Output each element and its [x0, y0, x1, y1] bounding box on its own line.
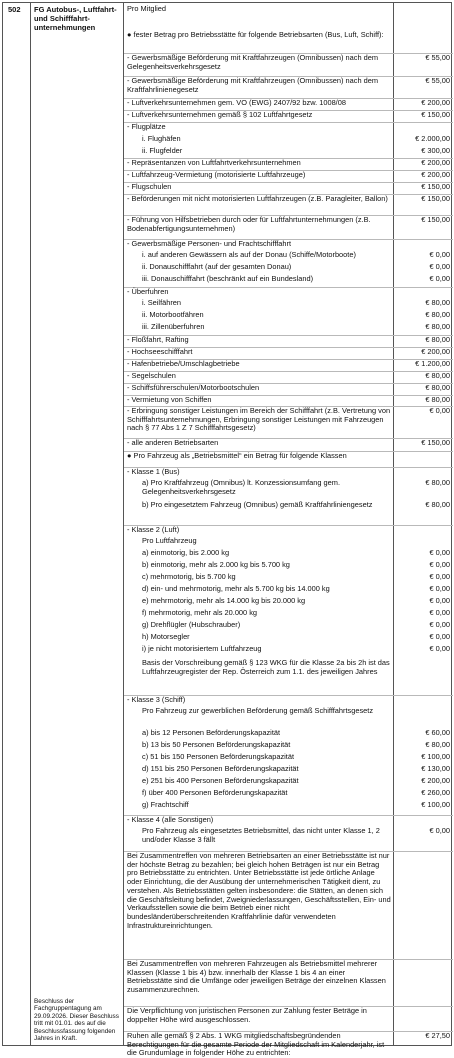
organisation-name: FG Autobus-, Luftfahrt- und Schifffahrt-unternehmungen — [34, 5, 117, 32]
fee-row-label: Basis der Vorschreibung gemäß § 123 WKG für die Klasse 2a bis 2h ist das Luftfahrzeugregister der Rep. Österreich zum 1.1. des jeweiligen Jahres — [142, 658, 390, 676]
fee-row-amount: € 2.000,00 — [415, 134, 450, 143]
fee-row-amount: € 100,00 — [421, 800, 450, 809]
fee-row-amount: € 0,00 — [429, 548, 450, 557]
fee-row-label: - Flugplätze — [127, 122, 166, 131]
fee-row-amount: € 80,00 — [425, 395, 450, 404]
fee-row-amount: € 200,00 — [421, 776, 450, 785]
fee-row-label: - Floßfahrt, Rafting — [127, 335, 189, 344]
fee-row-amount: € 150,00 — [421, 182, 450, 191]
fee-row-label: iii. Donauschifffahrt (beschränkt auf ein Bundesland) — [142, 274, 314, 283]
fee-row-label: - Gewerbsmäßige Personen- und Frachtschifffahrt — [127, 239, 292, 248]
fee-row-amount: € 0,00 — [429, 608, 450, 617]
fee-table — [2, 2, 452, 1058]
entry-number: 502 — [8, 5, 21, 14]
fee-row-label: - Flugschulen — [127, 182, 172, 191]
fee-row-label: - Klasse 4 (alle Sonstigen) — [127, 815, 214, 824]
fee-row-amount: € 80,00 — [425, 298, 450, 307]
fee-row-amount: € 80,00 — [425, 310, 450, 319]
fee-row-amount: € 0,00 — [429, 406, 450, 415]
fee-row-label: - Hochseeschifffahrt — [127, 347, 193, 356]
fee-row-label: c) mehrmotorig, bis 5.700 kg — [142, 572, 236, 581]
fee-row-amount: € 0,00 — [429, 560, 450, 569]
fee-row-amount: € 200,00 — [421, 170, 450, 179]
fee-row-label: - Gewerbsmäßige Beförderung mit Kraftfahrzeugen (Omnibussen) nach dem Kraftfahrlinienegesetz — [127, 76, 378, 94]
fee-row-label: Pro Luftfahrzeug — [142, 536, 197, 545]
fee-row-label: - Klasse 2 (Luft) — [127, 525, 180, 534]
amount-column — [394, 3, 453, 1045]
fee-row-label: - Luftverkehrsunternehmen gem. VO (EWG) 2407/92 bzw. 1008/08 — [127, 98, 346, 107]
fee-row-label: Pro Fahrzeug als eingesetztes Betriebsmittel, das nicht unter Klasse 1, 2 und/oder Klasse 3 fällt — [142, 826, 380, 844]
fee-row-label: - Repräsentanzen von Luftfahrtverkehrsunternehmen — [127, 158, 301, 167]
fee-row-amount: € 150,00 — [421, 194, 450, 203]
fee-row-amount: € 150,00 — [421, 110, 450, 119]
fee-row-label: e) mehrmotorig, mehr als 14.000 kg bis 20.000 kg — [142, 596, 306, 605]
description-column — [124, 3, 450, 1058]
fee-row-label: b) Pro eingesetztem Fahrzeug (Omnibus) gemäß Kraftfahrliniengesetz — [142, 500, 373, 509]
fee-row-amount: € 80,00 — [425, 335, 450, 344]
fee-row-label: ii. Motorbootfähren — [142, 310, 204, 319]
fee-row-amount: € 0,00 — [429, 826, 450, 835]
fee-row-label: a) einmotorig, bis 2.000 kg — [142, 548, 230, 557]
fee-row-label: - Beförderungen mit nicht motorisierten Luftfahrzeugen (z.B. Paragleiter, Ballon) — [127, 194, 388, 203]
fee-row-label: - Führung von Hilfsbetrieben durch oder für Luftfahrtunternehmungen (z.B. Bodenabfertigungsunternehmen) — [127, 215, 371, 233]
fee-row-amount: € 27,50 — [425, 1031, 450, 1040]
fee-row-label: a) bis 12 Personen Beförderungskapazität — [142, 728, 281, 737]
fee-row-label: f) über 400 Personen Beförderungskapazität — [142, 788, 288, 797]
fee-row-amount: € 80,00 — [425, 500, 450, 509]
fee-row-label: i. auf anderen Gewässern als auf der Donau (Schiffe/Motorboote) — [142, 250, 356, 259]
fee-row-amount: € 200,00 — [421, 347, 450, 356]
fee-row-label: ● Pro Fahrzeug als „Betriebsmittel“ ein Betrag für folgende Klassen — [127, 451, 347, 460]
fee-row-amount: € 80,00 — [425, 322, 450, 331]
fee-row-label: c) 51 bis 150 Personen Beförderungskapazität — [142, 752, 295, 761]
fee-row-amount: € 130,00 — [421, 764, 450, 773]
fee-row-amount: € 260,00 — [421, 788, 450, 797]
fee-row-amount: € 0,00 — [429, 584, 450, 593]
fee-row-amount: € 150,00 — [421, 215, 450, 224]
organisation-column — [31, 3, 124, 1045]
fee-row-label: b) 13 bis 50 Personen Beförderungskapazität — [142, 740, 291, 749]
fee-row-amount: € 0,00 — [429, 250, 450, 259]
fee-row-label: - Gewerbsmäßige Beförderung mit Kraftfahrzeugen (Omnibussen) nach dem Gelegenheitsverkehrsgesetz — [127, 53, 378, 71]
fee-row-amount: € 55,00 — [425, 76, 450, 85]
fee-row-label: d) ein- und mehrmotorig, mehr als 5.700 kg bis 14.000 kg — [142, 584, 330, 593]
fee-row-amount: € 80,00 — [425, 383, 450, 392]
fee-row-label: iii. Zillenüberfuhren — [142, 322, 205, 331]
fee-row-label: g) Drehflügler (Hubschrauber) — [142, 620, 241, 629]
fee-row-label: g) Frachtschiff — [142, 800, 189, 809]
fee-row-label: Bei Zusammentreffen von mehreren Betriebsarten an einer Betriebsstätte ist nur der höchste Betrag zu bezahlen; bei gleich hohen Beträgen ist nur ein Betrag pro Betriebsstätte zu entrichten. Unter Betriebsstätte ist jede örtliche Anlage oder Einrichtung, die der Ausübung der unternehmerischen Tätigkeit dient, zu verstehen. Als Betriebsstätten gelten insbesondere: die Stätten, an denen sich die Geschäftsleitung befindet, Zweigniederlassungen, Geschäftsstellen, Ein- und Verkaufsstellen sowie die beim Betrieb einer nicht bundesländerüberschreitenden Kraftfahrlinie dafür verwendeten Infrastruktureinrichtungen. — [127, 851, 391, 930]
fee-row-label: - Überfuhren — [127, 287, 169, 296]
fee-row-label: - alle anderen Betriebsarten — [127, 438, 219, 447]
fee-row-label: ii. Flugfelder — [142, 146, 183, 155]
fee-row-label: - Segelschulen — [127, 371, 176, 380]
fee-row-label: Pro Fahrzeug zur gewerblichen Beförderung gemäß Schifffahrtsgesetz — [142, 706, 374, 715]
fee-row-label: i) je nicht motorisiertem Luftfahrzeug — [142, 644, 262, 653]
fee-row-amount: € 0,00 — [429, 262, 450, 271]
fee-row-label: - Luftverkehrsunternehmen gemäß § 102 Luftfahrtgesetz — [127, 110, 313, 119]
fee-row-amount: € 60,00 — [425, 728, 450, 737]
fee-row-label: Pro Mitglied — [127, 4, 167, 13]
fee-row-label: - Schiffsführerschulen/Motorbootschulen — [127, 383, 260, 392]
fee-row-label: e) 251 bis 400 Personen Beförderungskapazität — [142, 776, 299, 785]
fee-row-amount: € 0,00 — [429, 572, 450, 581]
fee-row-label: ii. Donauschifffahrt (auf der gesamten Donau) — [142, 262, 292, 271]
fee-row-label: ● fester Betrag pro Betriebsstätte für folgende Betriebsarten (Bus, Luft, Schiff): — [127, 30, 384, 39]
fee-row-label: f) mehrmotorig, mehr als 20.000 kg — [142, 608, 258, 617]
fee-row-label: Ruhen alle gemäß § 2 Abs. 1 WKG mitgliedschaftsbegründenden Berechtigungen für die gesamte Periode der Mitgliedschaft im Kalenderjahr, ist die Grundumlage in folgender Höhe zu entrichten: — [127, 1031, 385, 1058]
fee-row-label: - Erbringung sonstiger Leistungen im Bereich der Schifffahrt (z.B. Vertretung von Schifffahrtsunternehmungen, Erbringung sonstiger Leistungen mit Fahrzeugen nach § 77 Abs 1 Z 7 Schifffahrtsgesetz) — [127, 406, 391, 433]
fee-row-amount: € 1.200,00 — [415, 359, 450, 368]
fee-row-amount: € 0,00 — [429, 632, 450, 641]
fee-row-label: Die Verpflichtung von juristischen Personen zur Zahlung fester Beträge in doppelter Höhe wird ausgeschlossen. — [127, 1006, 367, 1024]
fee-row-amount: € 80,00 — [425, 371, 450, 380]
fee-row-label: - Klasse 3 (Schiff) — [127, 695, 186, 704]
fee-row-amount: € 0,00 — [429, 274, 450, 283]
fee-row-label: - Luftfahrzeug-Vermietung (motorisierte Luftfahrzeuge) — [127, 170, 306, 179]
fee-row-amount: € 200,00 — [421, 98, 450, 107]
fee-row-amount: € 200,00 — [421, 158, 450, 167]
fee-row-amount: € 150,00 — [421, 438, 450, 447]
fee-row-label: h) Motorsegler — [142, 632, 190, 641]
fee-row-amount: € 300,00 — [421, 146, 450, 155]
fee-row-label: - Hafenbetriebe/Umschlagbetriebe — [127, 359, 240, 368]
resolution-note: Beschluss der Fachgruppentagung am 29.09.2026. Dieser Beschluss tritt mit 01.01. des auf die Beschlussfassung folgenden Jahres in Kraft. — [34, 997, 119, 1043]
entry-number-column — [3, 3, 31, 1045]
fee-row-amount: € 0,00 — [429, 596, 450, 605]
fee-row-amount: € 0,00 — [429, 644, 450, 653]
fee-row-amount: € 100,00 — [421, 752, 450, 761]
fee-row-label: Bei Zusammentreffen von mehreren Fahrzeugen als Betriebsmittel mehrerer Klassen (Klasse 1 bis 4) bzw. innerhalb der Klasse 1 bis 4 an einer Betriebsstätte sind die Umfänge oder jeweiligen Beträge der einzelnen Klassen zusammenzurechnen. — [127, 959, 386, 995]
fee-row-label: - Klasse 1 (Bus) — [127, 467, 180, 476]
fee-row-amount: € 0,00 — [429, 620, 450, 629]
fee-row-label: i. Flughäfen — [142, 134, 181, 143]
fee-row-amount: € 80,00 — [425, 478, 450, 487]
fee-row-label: d) 151 bis 250 Personen Beförderungskapazität — [142, 764, 299, 773]
fee-row-label: - Vermietung von Schiffen — [127, 395, 212, 404]
fee-row-label: b) einmotorig, mehr als 2.000 kg bis 5.700 kg — [142, 560, 290, 569]
fee-row-amount: € 55,00 — [425, 53, 450, 62]
fee-row-label: i. Seilfähren — [142, 298, 182, 307]
fee-row-label: a) Pro Kraftfahrzeug (Omnibus) lt. Konzessionsumfang gem. Gelegenheitsverkehrsgesetz — [142, 478, 340, 496]
fee-row-amount: € 80,00 — [425, 740, 450, 749]
